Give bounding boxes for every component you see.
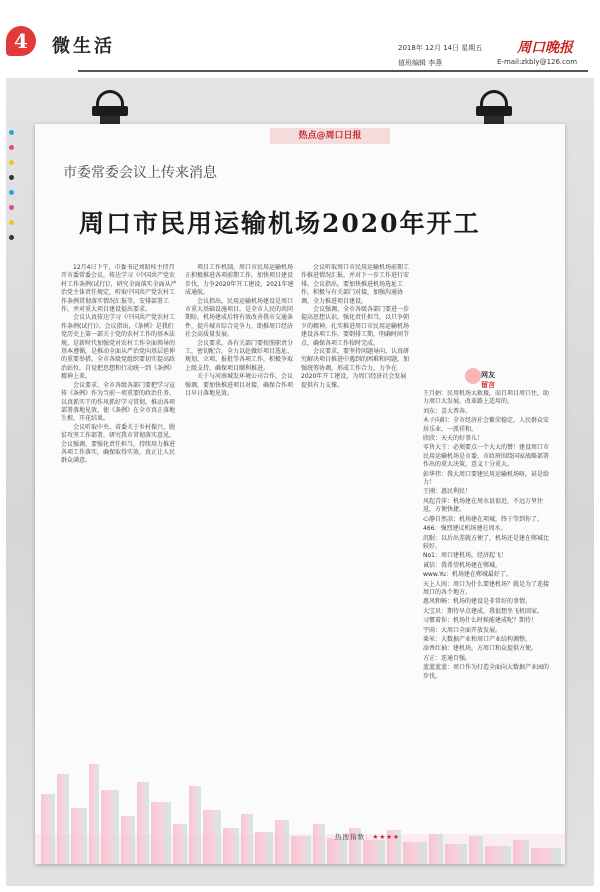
reader-comment: 诚信：我希望机场建在郸城。 [423,561,502,569]
paragraph: 12月4日下午，市委书记刘昭桂主持召开市委常委会议，传达学习《中国共产党农村工作条例(试行)》，研究全面落实全面从严治党主体责任规定，听取中国共产党农村工作条例贯彻落实情况汇报等，安排部署工作，并对重大项目建设提出要求。 [61,264,177,314]
reader-comment: No1：周口建机场，经济起飞！ [423,552,507,560]
forum-badge-line2: 留言 [481,381,495,389]
hotness-stars: ★★★★ [372,833,400,841]
paragraph: 会议认真传达学习《中国共产党农村工作条例(试行)》。会议指出，《条例》是我们党历史上第一部关于党的农村工作的基本法规，是新时代加强党对农村工作全面领导的基本遵循，是推动全面从严治党向基层延伸的重要举措。全市各级党组织要切实提高政治站位，自觉把思想和行动统一到《条例》精神上来。 [61,314,176,381]
paragraph: 会议听取中央、省委关于乡村振兴、脱贫攻坚工作部署，研究我市贯彻落实意见。会议强调，要强化责任担当，持续用力推进各项工作落实，确保取得实效，真正让人民群众满意。 [61,423,176,465]
dot-magenta [9,145,14,150]
paragraph: 关于与河南城发环境公司合作，会议强调，要加快推进项目对接，确保合作项目早日落地见效。 [185,373,294,398]
reader-comment: 沉眠：以后出差就方便了，机场还是建在郸城比较好。 [423,534,549,550]
reader-comment: 添香红袖：建机场，方周口和众提供方便。 [423,645,538,653]
contact-email: E-mail:zkbly@126.com [497,58,578,66]
dot-magenta [9,205,14,210]
section-number-badge: 4 [6,26,36,56]
article-column-1 [61,264,179,724]
section-title: 微生活 [52,36,115,57]
article-headline: 周口市民用运输机场2020年开工 [79,209,481,238]
page-header [0,0,600,70]
reader-comment: 风起青萍：机场建在周水县很近，不远万里往返，方便快捷。 [423,497,544,514]
paragraph: 会议听取周口市民用运输机场前期工作推进情况汇报，并对下一步工作进行安排。会议指出，要加快推进机场选址工作，积极与有关部门对接，加强沟通协调，全力推进项目建设。 [301,264,410,305]
reader-comment: 宇雨：大周口全面开放发展。 [423,626,502,634]
reader-comment: 王刚：惠民利民！ [423,488,472,496]
dot-cyan [9,130,14,135]
dot-yellow [9,220,14,225]
issue-date: 2018年 12月 14日 星期五 [398,44,483,52]
article-column-3 [301,264,411,724]
article-paper [35,124,565,864]
dot-cyan [9,190,14,195]
editor-credit: 值班编辑 李燕 [398,59,443,67]
speech-bubble-icon [465,368,481,384]
reader-comment: 木子向阳：全市经济社会繁荣稳定，人民群众安居乐业，一派祥和。 [423,417,549,433]
paragraph: 会议要求，要坚持问题导向，认真研究解决项目推进中遇到的困难和问题，加强统筹协调，形成工作合力，力争在2020年开工建设，为周口经济社会发展提供有力支撑。 [301,348,410,389]
forum-badge-line1: 网友 [481,371,495,379]
paragraph: 会议要求，全市各级各部门要把学习宣传《条例》作为当前一项重要的政治任务，以真抓实干的作风抓好学习贯彻，推动各项部署落地见效，使《条例》在全市真正落地生根、开花结果。 [61,381,176,423]
reader-comment: 刘东：喜大普奔。 [423,407,472,415]
color-registration-dots [8,130,16,250]
reader-comment: 莱米：大数据产业和周口产业结构调整。 [423,635,532,643]
paragraph: 会议强调，全市各级各部门要进一步提高思想认识，强化责任担当，以只争朝夕的精神，扎实推进周口市民用运输机场建设各项工作。要倒排工期，明确时间节点，确保各项工作按时完成。 [301,306,410,347]
reader-comment: 心静自然凉：机场建在项城，终于等到你了。 [423,515,544,523]
reader-comment: 习惯着你：机场什么时候能建成呢？期待！ [423,617,538,625]
reader-comment: 王月娟：民用机场大救援，而且项目周口住，助力周口大发展，改革路上适用的。 [423,390,549,406]
reader-comment: 欣欣：天天的好事儿！ [423,435,484,443]
dot-black [9,175,14,180]
paragraph: 会议要求，各有关部门要按照职责分工，密切配合，全力以赴做好项目选址、规划、立项、报批等各项工作，积极争取上级支持，确保项目顺利推进。 [185,339,294,372]
dot-black [9,235,14,240]
reader-comment: www.Yu：机场建在郸城最好了。 [423,571,512,579]
city-skyline-illustration [35,724,565,864]
reader-comment: 彭华伟：我大周口要建民用运输机场咯，甚是给力！ [423,470,549,487]
hotness-label: 热搜指数： [335,833,373,841]
paragraph: 项目工作机制，周口市民用运输机场正积极推进各项前期工作，加快项目建设步伐，力争2020年开工建设，2021年建成通航。 [185,264,294,297]
article-subheadline: 市委常委会议上传来消息 [63,165,217,181]
reader-comment: 蓝蓝蓝蓝：周口作为打造全面向大数据产业园的步伐。 [423,664,549,680]
article-column-2 [185,264,295,724]
reader-comment: 零售大王：必须要点一个大大的赞！建设周口市民用运输机场是市委、市政府围绕国家战略部署作出的重大决策，意义十分重大。 [423,444,549,469]
newspaper-logo: 周口晚报 [517,40,573,56]
reader-comment: 466：强烈建议机场建在周水。 [423,525,507,533]
reader-comment: 大宝贝：期待早点建成，我很想坐飞机回家。 [423,607,544,615]
reader-comment: 方正：连通百强。 [423,654,472,662]
reader-comment: 惠风和畅：机场的建设是非常好的事情。 [423,598,532,606]
source-tag: 热点@周口日报 [270,128,390,144]
reader-comment: 天上人间：周口为什么要建机场？就是为了连接周口的各个地方。 [423,580,549,596]
hotness-index [335,832,400,841]
header-divider [78,70,588,72]
paragraph: 会议指出，民用运输机场建设是周口市重大基础设施项目，是全市人民的共同期盼。机场建成后将有效改善我市交通条件，提升城市综合竞争力，助推周口经济社会高质量发展。 [185,297,294,339]
dot-yellow [9,160,14,165]
